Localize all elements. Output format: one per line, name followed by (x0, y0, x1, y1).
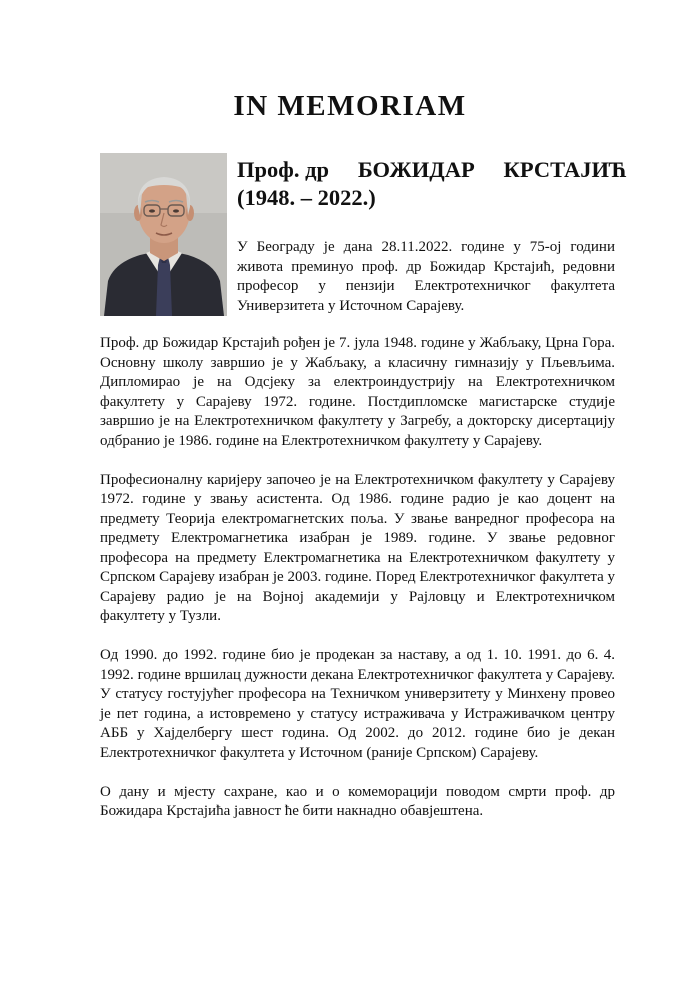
portrait-photo (100, 153, 227, 316)
page-title: IN MEMORIAM (233, 90, 467, 122)
name-title: Проф. др (237, 157, 329, 182)
name-last: КРСТАЈИЋ (503, 157, 627, 182)
deceased-name-heading (237, 156, 627, 212)
life-years: (1948. – 2022.) (237, 185, 376, 210)
biography-text (100, 334, 615, 841)
paragraph-positions: Од 1990. до 1992. године био је продекан за наставу, а од 1. 10. 1991. до 6. 4. 1992. године вршилац дужности декана Електротехничког факултета у Сарајеву. У статусу гостујућег професора на Техничком универзитету у Минхену провео је пет година, а истовремено у статусу истраживача у Истраживачком центру АББ у Хајделбергу шест година. Од 2002. до 2012. године био је декан Електротехничког факултета у Источном (раније Српском) Сарајеву. (100, 647, 615, 761)
name-first: БОЖИДАР (357, 157, 475, 182)
intro-paragraph-block (237, 238, 615, 316)
paragraph-career: Професионалну каријеру започео је на Електротехничком факултету у Сарајеву 1972. године у звању асистента. Од 1986. године радио је као доцент на предмету Теорија електромагнетских поља. У звање ванредног професора на предмету Електромагнетика изабран је 1989. године. У звање редовног професора на предмету Електромагнетика на Електротехничком факултету у Српском Сарајеву изабран је 2003. године. Поред Електротехничког факултета у Сарајеву радио је на Војној академији у Рајловцу и Електротехничком факултету у Тузли. (100, 471, 615, 624)
paragraph-funeral-notice: О дану и мјесту сахране, као и о комеморацији поводом смрти проф. др Божидара Крстајића јавност ће бити накнадно обавјештена. (100, 783, 615, 819)
intro-paragraph: У Београду је дана 28.11.2022. године у 75-ој години живота преминуо проф. др Божидар Крстајић, редовни професор у пензији Електротехничког факултета Универзитета у Источном Сарајеву. (237, 239, 615, 314)
paragraph-education: Проф. др Божидар Крстајић рођен је 7. јула 1948. године у Жабљаку, Црна Гора. Основну школу завршио је у Жабљаку, а класичну гимназију у Пљевљима. Дипломирао је на Одсјеку за електроиндустрију на Електротехничком факултету у Сарајеву 1972. године. Постдипломске магистарске студије завршио је на Електротехничком факултету у Загребу, а докторску дисертацију одбранио је 1986. године на Електротехничком факултету у Сарајеву. (100, 335, 615, 449)
name-line-1 (237, 156, 627, 184)
